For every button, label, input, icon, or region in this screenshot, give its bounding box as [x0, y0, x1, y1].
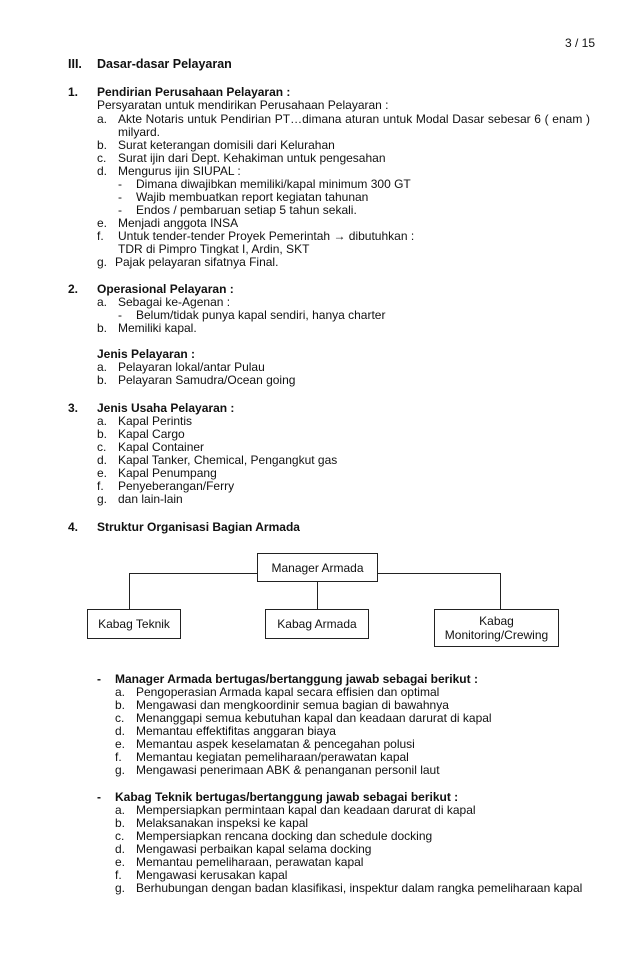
list-marker: a.: [115, 685, 126, 699]
org-box-kabag-teknik: [87, 609, 181, 639]
teknik-duty: Mengawasi kerusakan kapal: [136, 868, 288, 882]
list-marker: f.: [115, 868, 122, 882]
page-number: 3 / 15: [565, 36, 596, 50]
list-marker: a.: [115, 803, 126, 817]
list-marker: a.: [97, 414, 108, 428]
list-marker: c.: [115, 711, 125, 725]
usaha-item: Penyeberangan/Ferry: [118, 479, 235, 493]
org-box-kabag-monitoring: [434, 609, 559, 647]
list-marker: c.: [97, 151, 107, 165]
list-marker: f.: [115, 750, 122, 764]
s1-d-sub-2: Wajib membuatkan report kegiatan tahunan: [136, 190, 369, 204]
org-label-child2: Kabag Armada: [277, 617, 357, 631]
teknik-duties-title: Kabag Teknik bertugas/bertanggung jawab sebagai berikut :: [115, 790, 459, 804]
s1-item-f-cont: TDR di Pimpro Tingkat I, Ardin, SKT: [118, 242, 310, 256]
heading-4-number: 4.: [68, 520, 79, 534]
s1-item-g: Pajak pelayaran sifatnya Final.: [115, 255, 279, 269]
s2-a-sub: Belum/tidak punya kapal sendiri, hanya charter: [136, 308, 386, 322]
s1-item-d: Mengurus ijin SIUPAL :: [118, 164, 241, 178]
list-marker: c.: [115, 829, 125, 843]
dash-marker: -: [97, 790, 101, 804]
s1-d-sub-1: Dimana diwajibkan memiliki/kapal minimum 300 GT: [136, 177, 411, 191]
s1-item-c: Surat ijin dari Dept. Kehakiman untuk pengesahan: [118, 151, 386, 165]
heading-4-title: Struktur Organisasi Bagian Armada: [97, 520, 300, 534]
manager-duty: Mengawasi dan mengkoordinir semua bagian di bawahnya: [136, 698, 449, 712]
manager-duty: Mengawasi penerimaan ABK & penanganan personil laut: [136, 763, 440, 777]
list-marker: e.: [115, 855, 126, 869]
teknik-duty: Mempersiapkan permintaan kapal dan keadaan darurat di kapal: [136, 803, 476, 817]
teknik-duty: Melaksanakan inspeksi ke kapal: [136, 816, 309, 830]
usaha-item: Kapal Tanker, Chemical, Pengangkut gas: [118, 453, 338, 467]
list-marker: g.: [97, 492, 108, 506]
manager-duty: Memantau aspek keselamatan & pencegahan polusi: [136, 737, 415, 751]
list-marker: d.: [97, 164, 108, 178]
s2-item-a: Sebagai ke-Agenan :: [118, 295, 231, 309]
list-marker: d.: [115, 724, 126, 738]
jenis-item: Pelayaran Samudra/Ocean going: [118, 373, 296, 387]
manager-duty: Memantau kegiatan pemeliharaan/perawatan kapal: [136, 750, 409, 764]
connector-line: [317, 582, 318, 609]
manager-duties-title: Manager Armada bertugas/bertanggung jawab sebagai berikut :: [115, 672, 478, 686]
heading-1-number: 1.: [68, 85, 79, 99]
list-marker: e.: [97, 466, 108, 480]
teknik-duty: Mengawasi perbaikan kapal selama docking: [136, 842, 372, 856]
list-marker: d.: [97, 453, 108, 467]
section-title: Dasar-dasar Pelayaran: [97, 57, 232, 71]
org-label-child1: Kabag Teknik: [98, 617, 170, 631]
s1-item-a-line1: Akte Notaris untuk Pendirian PT…dimana aturan untuk Modal Dasar sebesar 6 ( enam ): [118, 112, 590, 126]
dash-marker: -: [118, 308, 122, 322]
usaha-item: Kapal Perintis: [118, 414, 193, 428]
dash-marker: -: [97, 672, 101, 686]
list-marker: a.: [97, 112, 108, 126]
list-marker: b.: [115, 816, 126, 830]
dash-marker: -: [118, 190, 122, 204]
list-marker: b.: [97, 427, 108, 441]
list-marker: e.: [97, 216, 108, 230]
connector-line: [129, 573, 257, 574]
org-box-manager-armada: [257, 553, 378, 582]
org-box-kabag-armada: [265, 609, 369, 639]
org-label-root: Manager Armada: [271, 561, 364, 575]
s1-item-a-line2: milyard.: [118, 125, 161, 139]
section-number: III.: [68, 57, 82, 71]
connector-line: [378, 573, 501, 574]
jenis-item: Pelayaran lokal/antar Pulau: [118, 360, 265, 374]
connector-line: [129, 573, 130, 609]
heading-2-number: 2.: [68, 282, 79, 296]
list-marker: g.: [115, 881, 126, 895]
heading-2-title: Operasional Pelayaran :: [97, 282, 234, 296]
list-marker: c.: [97, 440, 107, 454]
list-marker: f.: [97, 479, 104, 493]
usaha-item: dan lain-lain: [118, 492, 183, 506]
connector-line: [500, 573, 501, 609]
org-label-child3-line1: Kabag: [479, 614, 514, 628]
list-marker: g.: [115, 763, 126, 777]
usaha-item: Kapal Cargo: [118, 427, 185, 441]
list-marker: b.: [115, 698, 126, 712]
list-marker: d.: [115, 842, 126, 856]
s1-item-e: Menjadi anggota INSA: [118, 216, 239, 230]
heading-3-title: Jenis Usaha Pelayaran :: [97, 401, 235, 415]
dash-marker: -: [118, 177, 122, 191]
heading-3-number: 3.: [68, 401, 79, 415]
jenis-pelayaran-title: Jenis Pelayaran :: [97, 347, 196, 361]
manager-duty: Memantau effektifitas anggaran biaya: [136, 724, 336, 738]
list-marker: f.: [97, 229, 104, 243]
heading-1-title: Pendirian Perusahaan Pelayaran :: [97, 85, 291, 99]
list-marker: a.: [97, 360, 108, 374]
list-marker: a.: [97, 295, 108, 309]
manager-duty: Pengoperasian Armada kapal secara effisien dan optimal: [136, 685, 440, 699]
manager-duty: Menanggapi semua kebutuhan kapal dan keadaan darurat di kapal: [136, 711, 492, 725]
org-label-child3-line2: Monitoring/Crewing: [444, 628, 549, 642]
s1-d-sub-3: Endos / pembaruan setiap 5 tahun sekali.: [136, 203, 357, 217]
list-marker: b.: [97, 138, 108, 152]
list-marker: e.: [115, 737, 126, 751]
usaha-item: Kapal Penumpang: [118, 466, 217, 480]
teknik-duty: Memantau pemeliharaan, perawatan kapal: [136, 855, 364, 869]
usaha-item: Kapal Container: [118, 440, 205, 454]
s1-intro: Persyaratan untuk mendirikan Perusahaan Pelayaran :: [97, 98, 389, 112]
teknik-duty: Berhubungan dengan badan klasifikasi, inspektur dalam rangka pemeliharaan kapal: [136, 881, 583, 895]
s2-item-b: Memiliki kapal.: [118, 321, 197, 335]
s1-item-f: Untuk tender-tender Proyek Pemerintah → dibutuhkan :: [118, 229, 415, 243]
dash-marker: -: [118, 203, 122, 217]
list-marker: g.: [97, 255, 108, 269]
teknik-duty: Mempersiapkan rencana docking dan schedule docking: [136, 829, 433, 843]
list-marker: b.: [97, 321, 108, 335]
s1-item-b: Surat keterangan domisili dari Kelurahan: [118, 138, 335, 152]
list-marker: b.: [97, 373, 108, 387]
